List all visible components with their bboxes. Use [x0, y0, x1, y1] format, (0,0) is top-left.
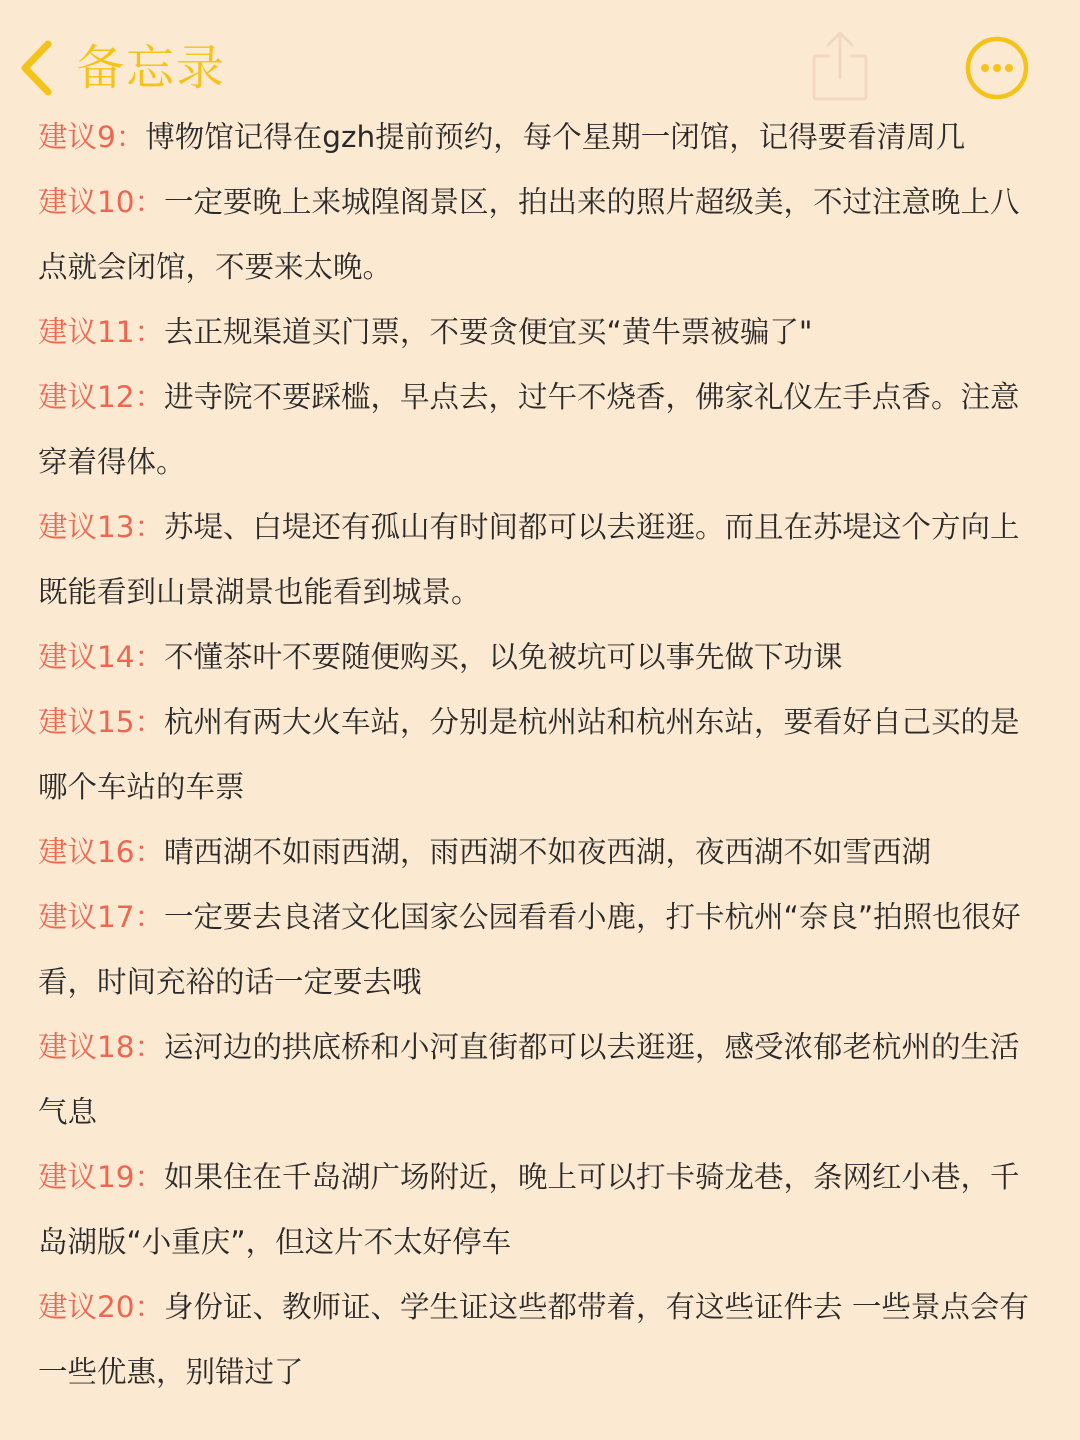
tip-item [38, 1015, 1038, 1145]
back-label: 备忘录 [76, 40, 227, 96]
tip-text: 苏堤、白堤还有孤山有时间都可以去逛逛。而且在苏堤这个方向上既能看到山景湖景也能看到城景。 [38, 510, 1020, 609]
tip-text: 晴西湖不如雨西湖，雨西湖不如夜西湖，夜西湖不如雪西湖 [164, 835, 932, 869]
tip-text: 博物馆记得在gzh提前预约，每个星期一闭馆，记得要看清周几 [145, 120, 966, 154]
tip-text: 不懂茶叶不要随便购买，以免被坑可以事先做下功课 [164, 640, 843, 674]
tip-text: 运河边的拱底桥和小河直街都可以去逛逛，感受浓郁老杭州的生活气息 [38, 1030, 1020, 1129]
tip-item [38, 1145, 1038, 1275]
tip-text: 一定要去良渚文化国家公园看看小鹿，打卡杭州“奈良”拍照也很好看，时间充裕的话一定要去哦 [38, 900, 1021, 999]
tip-label: 建议16： [38, 835, 165, 869]
tip-text: 去正规渠道买门票，不要贪便宜买“黄牛票被骗了" [164, 315, 813, 349]
tip-item [38, 105, 1038, 170]
tip-text: 进寺院不要踩槛，早点去，过午不烧香，佛家礼仪左手点香。注意穿着得体。 [38, 380, 1020, 479]
tip-label: 建议10： [38, 185, 165, 219]
tip-label: 建议9： [38, 120, 146, 154]
note-body[interactable] [38, 105, 1038, 1405]
tip-text: 杭州有两大火车站，分别是杭州站和杭州东站，要看好自己买的是哪个车站的车票 [38, 705, 1020, 804]
tip-label: 建议11： [38, 315, 165, 349]
tip-label: 建议19： [38, 1160, 165, 1194]
tip-item [38, 625, 1038, 690]
tip-item [38, 300, 1038, 365]
tip-label: 建议15： [38, 705, 165, 739]
tip-item [38, 1275, 1038, 1405]
tip-item [38, 820, 1038, 885]
tip-label: 建议12： [38, 380, 165, 414]
tip-item [38, 365, 1038, 495]
tip-label: 建议18： [38, 1030, 165, 1064]
tip-label: 建议17： [38, 900, 165, 934]
tip-text: 一定要晚上来城隍阁景区，拍出来的照片超级美，不过注意晚上八点就会闭馆，不要来太晚。 [38, 185, 1020, 284]
tip-text: 如果住在千岛湖广场附近，晚上可以打卡骑龙巷，条网红小巷，千岛湖版“小重庆”，但这片不太好停车 [38, 1160, 1020, 1259]
more-button[interactable] [964, 35, 1030, 101]
tip-label: 建议20： [38, 1290, 165, 1324]
back-button[interactable] [18, 36, 226, 100]
tip-item [38, 885, 1038, 1015]
tip-item [38, 170, 1038, 300]
tip-item [38, 690, 1038, 820]
tip-text: 身份证、教师证、学生证这些都带着，有这些证件去 一些景点会有一些优惠，别错过了 [38, 1290, 1029, 1389]
share-button[interactable] [808, 28, 872, 104]
header-bar [0, 0, 1080, 112]
tip-label: 建议13： [38, 510, 165, 544]
tip-label: 建议14： [38, 640, 165, 674]
chevron-left-icon [18, 40, 54, 96]
tip-item [38, 495, 1038, 625]
more-icon [964, 86, 1030, 105]
